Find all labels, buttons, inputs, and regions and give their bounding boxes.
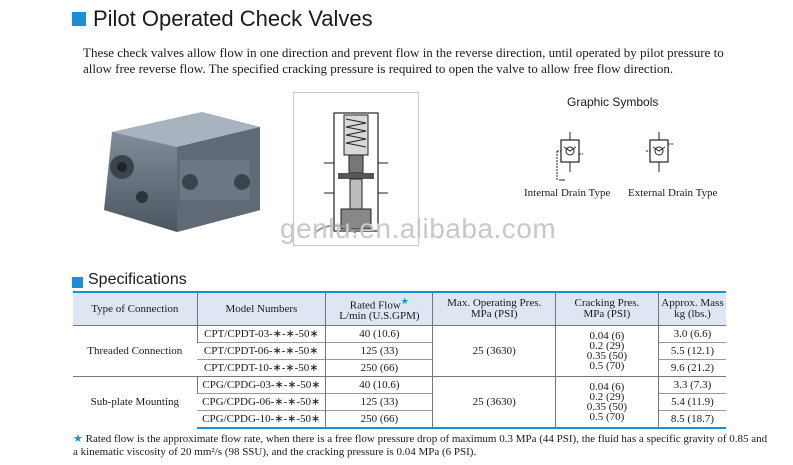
cracking-value: 0.5 (70): [589, 411, 625, 423]
cracking-cell: [555, 377, 658, 429]
header-flow-line1: Rated Flow: [349, 299, 401, 312]
flow-star-icon: ★: [400, 295, 409, 306]
flow-cell: 250 (66): [326, 411, 433, 429]
header-rated-flow: [326, 292, 433, 326]
flow-cell: 125 (33): [326, 394, 433, 411]
mass-cell: 8.5 (18.7): [658, 411, 726, 429]
external-drain-symbol: [642, 130, 676, 190]
header-cracking-line2: MPa (PSI): [583, 308, 631, 320]
connection-cell: Threaded Connection: [87, 344, 183, 357]
header-mass-line2: kg (lbs.): [674, 308, 711, 320]
header-pressure-line2: MPa (PSI): [470, 308, 518, 320]
flow-cell: 40 (10.6): [326, 377, 433, 394]
cracking-value: 0.5 (70): [589, 360, 625, 372]
header-connection: Type of Connection: [73, 292, 197, 326]
cracking-value: 0.04 (6): [589, 381, 625, 393]
table-row: [73, 326, 726, 343]
mass-cell: 5.5 (12.1): [658, 343, 726, 360]
internal-drain-label: Internal Drain Type: [524, 187, 611, 199]
flow-cell: 40 (10.6): [326, 326, 433, 343]
model-cell: CPG/CPDG-03-∗-∗-50∗: [197, 377, 326, 394]
header-models: Model Numbers: [197, 292, 326, 326]
cracking-value: 0.04 (6): [589, 330, 625, 342]
header-cracking-line1: Cracking Pres.: [574, 297, 640, 309]
title-marker: [72, 12, 86, 26]
external-drain-label: External Drain Type: [628, 187, 718, 199]
cracking-value: 0.35 (50): [586, 350, 628, 362]
model-cell: CPT/CPDT-10-∗-∗-50∗: [197, 360, 326, 377]
flow-cell: 250 (66): [326, 360, 433, 377]
flow-cell: 125 (33): [326, 343, 433, 360]
internal-drain-symbol: [553, 130, 587, 190]
model-cell: CPG/CPDG-10-∗-∗-50∗: [197, 411, 326, 429]
model-cell: CPT/CPDT-06-∗-∗-50∗: [197, 343, 326, 360]
cracking-value: 0.2 (29): [589, 340, 625, 352]
graphic-symbols-title: Graphic Symbols: [567, 95, 659, 109]
cracking-value: 0.2 (29): [589, 391, 625, 403]
watermark: genlu.en.alibaba.com: [280, 213, 557, 244]
footnote-text: Rated flow is the approximate flow rate, when there is a free flow pressure drop of maximum 0.3 MPa (44 PSI), the fluid has a specific gravity of 0.85 and a kinematic viscosity of 20 mm²/s (98 SSU), and the cracking pressure is 0.04 MPa (6 PSI).: [73, 433, 768, 458]
valve-photo: [82, 92, 277, 244]
header-pressure-line1: Max. Operating Pres.: [447, 297, 542, 309]
mass-cell: 3.3 (7.3): [658, 377, 726, 394]
mass-cell: 3.0 (6.6): [658, 326, 726, 343]
header-mass-line1: Approx. Mass: [661, 297, 724, 309]
max-pressure-cell: 25 (3630): [433, 377, 555, 429]
header-flow-line2: L/min (U.S.GPM): [339, 310, 420, 323]
max-pressure-cell: 25 (3630): [433, 326, 555, 377]
intro-paragraph: These check valves allow flow in one direction and prevent flow in the reverse direction, until operated by pilot pressure to allow free reverse flow. The specified cracking pressure is required to open the valve to allow free flow direction.: [83, 45, 724, 76]
connection-cell: Sub-plate Mounting: [73, 377, 197, 429]
cracking-value: 0.35 (50): [586, 401, 628, 413]
specifications-table: [73, 291, 726, 429]
page-title: Pilot Operated Check Valves: [93, 6, 373, 31]
header-max-pressure: [433, 292, 555, 326]
table-row: [73, 377, 726, 394]
footnote: [73, 433, 773, 459]
model-cell: CPT/CPDT-03-∗-∗-50∗: [197, 326, 326, 343]
mass-cell: 5.4 (11.9): [658, 394, 726, 411]
cracking-cell: [555, 326, 658, 377]
header-mass: [658, 292, 726, 326]
mass-cell: 9.6 (21.2): [658, 360, 726, 377]
header-cracking: [555, 292, 658, 326]
table-header-row: [73, 292, 726, 326]
model-cell: CPG/CPDG-06-∗-∗-50∗: [197, 394, 326, 411]
specifications-marker: [72, 277, 83, 288]
specifications-title: Specifications: [88, 271, 187, 288]
footnote-star-icon: ★: [73, 433, 83, 445]
